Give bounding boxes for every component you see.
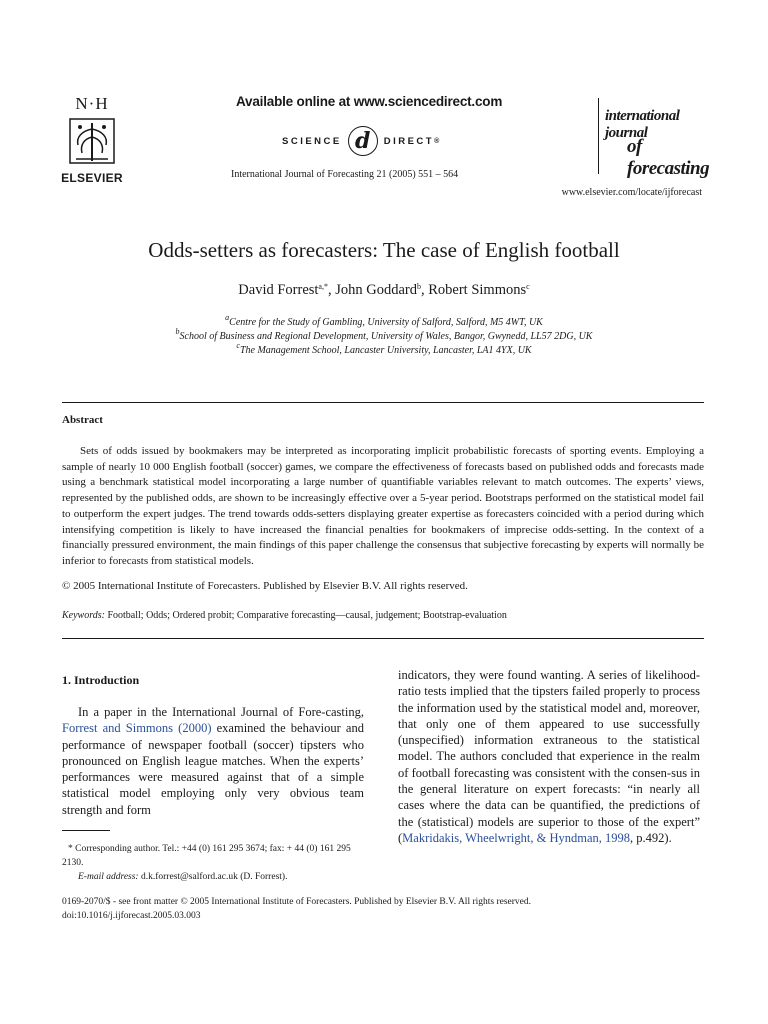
keywords-text: Football; Odds; Ordered probit; Comparative forecasting—causal, judgement; Bootstrap-evaluation [107, 610, 507, 621]
author-mark[interactable]: a,* [318, 282, 328, 291]
sd-glyph-icon: d [348, 126, 378, 156]
front-matter [62, 895, 531, 923]
affiliation-text: Centre for the Study of Gambling, University of Salford, Salford, M5 4WT, UK [229, 317, 543, 328]
publisher-logo [60, 95, 124, 185]
author-name: David Forrest [238, 282, 319, 298]
author-list: David Forrest$^{a,*}$, John Goddard$^b$, Robert Simmons$^c$ [238, 282, 530, 298]
journal-url-link[interactable]: www.elsevier.com/locate/ijforecast [561, 187, 702, 198]
section-heading: 1. Introduction [62, 673, 140, 687]
footnote-text: Corresponding author. Tel.: +44 (0) 161 295 3674; fax: + 44 (0) 161 295 2130. [62, 844, 351, 868]
sd-left-text: SCIENCE [282, 135, 342, 147]
author-name: John Goddard [335, 282, 417, 298]
footnote [62, 842, 364, 884]
doi-line[interactable]: doi:10.1016/j.ijforecast.2005.03.003 [62, 911, 201, 921]
email-address[interactable]: d.k.forrest@salford.ac.uk (D. Forrest). [140, 872, 288, 882]
abstract-heading: Abstract [62, 414, 103, 426]
affiliation [0, 313, 768, 328]
copyright-line: © 2005 International Institute of Forecasters. Published by Elsevier B.V. All rights reserved. [62, 580, 468, 592]
affiliation-text: The Management School, Lancaster University, Lancaster, LA1 4YX, UK [239, 345, 532, 356]
email-label: E-mail address: [78, 872, 139, 882]
author-mark[interactable]: b [417, 282, 421, 291]
sd-right-text: DIRECT [383, 135, 435, 147]
publisher-name: ELSEVIER [61, 171, 123, 185]
abstract-top-rule [62, 402, 704, 403]
affiliation [0, 327, 768, 342]
sciencedirect-logo: SCIENCE d DIRECT ® [282, 128, 442, 154]
available-online-text: Available online at www.sciencedirect.com [236, 94, 503, 109]
journal-brand-logo [598, 98, 710, 179]
journal-citation: International Journal of Forecasting 21 (2005) 551 – 564 [231, 169, 459, 180]
affiliation-mark: a [225, 313, 230, 322]
keywords-label: Keywords: [62, 610, 105, 621]
publisher-mark: N·H [75, 94, 109, 113]
affiliation [0, 341, 768, 356]
journal-brand-line2: of forecasting [627, 136, 710, 179]
citation-link[interactable]: Forrest and Simmons (2000) [62, 721, 212, 736]
footnote-marker: * [68, 844, 73, 854]
affiliation-text: School of Business and Regional Development, University of Wales, Bangor, Gwynedd, LL57 2DG, UK [179, 331, 593, 342]
right-column-text: indicators, they were found wanting. A series of likelihood-ratio tests implied that the tipsters failed properly to process the information used by the statistical model and, moreover, that only one of them appeared to use successfully (unspecified) information extraneous to the statistical model. The authors concluded that experience in the realm of football forecasting was consistent with the consen-sus in the general literature on expert forecasts: “in nearly all cases where the data can be quantified, the predictions of the (statistical) models are superior to those of the expert” (Makridakis, Wheelwright, & Hyndman, 1998, p.492). [398, 668, 700, 845]
abstract-bottom-rule [62, 638, 704, 639]
front-matter-line: 0169-2070/$ - see front matter © 2005 International Institute of Forecasters. Published by Elsevier B.V. All rights reserved. [62, 897, 532, 907]
author-mark[interactable]: c [526, 282, 530, 291]
citation-link[interactable]: Makridakis, Wheelwright, & Hyndman, 1998 [402, 830, 631, 845]
tree-emblem-icon [66, 115, 118, 167]
abstract-text: Sets of odds issued by bookmakers may be interpreted as incorporating implicit probabilistic forecasts of sporting events. Employing a sample of nearly 10 000 English football (soccer) games, we compare the effectiveness of forecasts based on published odds and forecasts made using a benchmark statistical model incorporating a large number of quantifiable variables relevant to match outcomes. The experts’ views, represented by the published odds, are shown to be increasingly effective over a 5-year period. Bootstraps performed on the statistical model fail to outperform the expert judges. The trend towards odds-setters displaying greater expertise as forecasters coincided with a period during which intensifying competition is likely to have increased the financial penalties for bookmakers of imprecise odds-setting. In the context of a financially pressured environment, the main findings of this paper challenge the consensus that subjective forecasting by experts will normally be inferior to forecasts from statistical models. [62, 445, 704, 567]
affiliation-mark: b [175, 327, 180, 336]
left-column-text: In a paper in the International Journal of Fore-casting, Forrest and Simmons (2000) examined the behaviour and performance of newspaper football (soccer) tipsters who pronounced on English league matches. When the experts’ performances were measured against that of a simple statistical model employing only very obvious team strength and form [62, 705, 364, 817]
journal-brand-line1: international journal [605, 108, 680, 141]
affiliation-mark: c [236, 341, 240, 350]
footnote-rule [62, 830, 110, 831]
keywords [62, 610, 507, 621]
paper-title: Odds-setters as forecasters: The case of English football [148, 238, 620, 262]
author-name: Robert Simmons [428, 282, 527, 298]
